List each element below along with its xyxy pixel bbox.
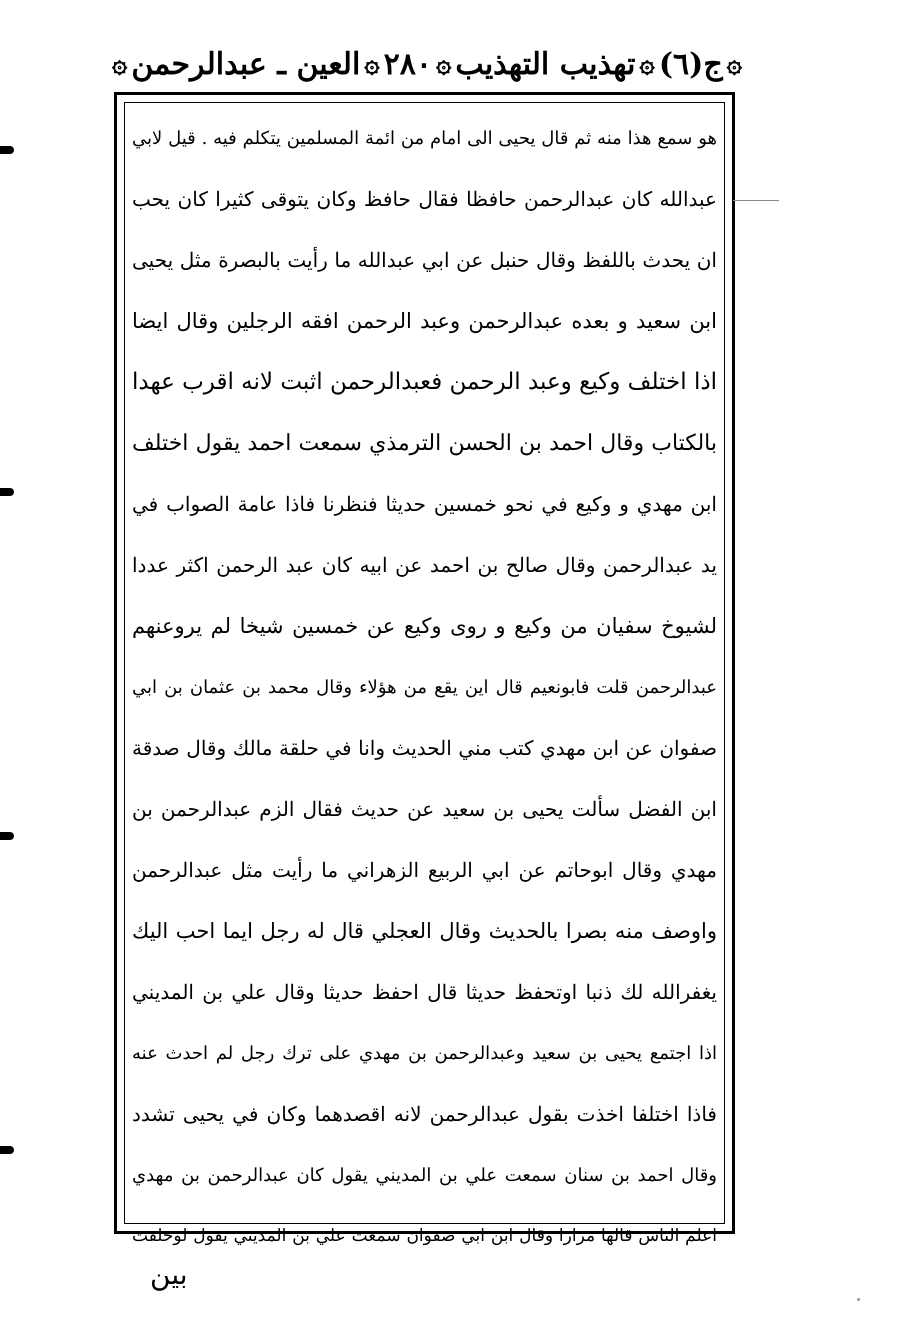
binding-mark xyxy=(0,1146,14,1154)
text-line: ان يحدث باللفظ وقال حنبل عن ابي عبدالله ما رأيت بالبصرة مثل يحيى xyxy=(132,248,717,272)
page-number: ٢٨٠ xyxy=(383,46,432,82)
section-title: العين ـ عبدالرحمن xyxy=(131,46,361,82)
volume-label: ج(٦) xyxy=(658,46,723,82)
text-line: يغفرالله لك ذنبا اوتحفظ حديثا قال احفظ حديثا وقال علي بن المديني xyxy=(132,980,717,1004)
text-line: ابن مهدي و وكيع في نحو خمسين حديثا فنظرنا فاذا عامة الصواب في xyxy=(132,492,717,516)
text-line: واوصف منه بصرا بالحديث وقال العجلي قال له رجل ايما احب اليك xyxy=(132,919,717,943)
running-header xyxy=(112,40,742,88)
text-line: اعلم الناس قالها مرارا وقال ابن ابي صفوان سمعت علي بن المديني يقول لوحلفت xyxy=(132,1226,717,1246)
page-body xyxy=(132,108,717,1267)
text-line: مهدي وقال ابوحاتم عن ابي الربيع الزهراني ما رأيت مثل عبدالرحمن xyxy=(132,858,717,882)
binding-mark xyxy=(0,832,14,840)
ornament-icon: ۞ xyxy=(436,49,452,79)
text-line: بالكتاب وقال احمد بن الحسن الترمذي سمعت احمد يقول اختلف xyxy=(132,431,717,456)
text-line: يد عبدالرحمن وقال صالح بن احمد عن ابيه كان عبد الرحمن اكثر عددا xyxy=(132,553,717,577)
text-line: اذا اجتمع يحيى بن سعيد وعبدالرحمن بن مهدي على ترك رجل لم احدث عنه xyxy=(132,1043,717,1064)
binding-mark xyxy=(0,488,14,496)
text-line: لشيوخ سفيان من وكيع و روى وكيع عن خمسين شيخا لم يروعنهم xyxy=(132,614,717,638)
text-line: اذا اختلف وكيع وعبد الرحمن فعبدالرحمن اثبت لانه اقرب عهدا xyxy=(132,369,717,395)
ornament-icon: ۞ xyxy=(364,49,380,79)
text-line: فاذا اختلفا اخذت بقول عبدالرحمن لانه اقصدهما وكان في يحيى تشدد xyxy=(132,1102,717,1126)
ornament-icon: ۞ xyxy=(639,49,655,79)
text-line: عبدالرحمن قلت فابونعيم قال اين يقع من هؤلاء وقال محمد بن عثمان بن ابي xyxy=(132,677,717,698)
text-line: صفوان عن ابن مهدي كتب مني الحديث وانا في حلقة مالك وقال صدقة xyxy=(132,736,717,760)
ornament-icon: ۞ xyxy=(726,49,742,79)
text-line: ابن الفضل سألت يحيى بن سعيد عن حديث فقال الزم عبدالرحمن بن xyxy=(132,797,717,821)
text-line: وقال احمد بن سنان سمعت علي بن المديني يقول كان عبدالرحمن بن مهدي xyxy=(132,1165,717,1186)
binding-mark xyxy=(0,146,14,154)
catchword: بين xyxy=(150,1258,188,1291)
text-line: عبدالله كان عبدالرحمن حافظا فقال حافظ وكان يتوقى كثيرا كان يحب xyxy=(132,187,717,211)
margin-rule xyxy=(733,200,779,201)
book-title: تهذيب التهذيب xyxy=(455,46,636,82)
text-line: هو سمع هذا منه ثم قال يحيى الى امام من ائمة المسلمين يتكلم فيه . قيل لابي xyxy=(132,128,717,149)
ornament-icon: ۞ xyxy=(112,49,128,79)
speck xyxy=(857,1298,860,1301)
text-line: ابن سعيد و بعده عبدالرحمن وعبد الرحمن افقه الرجلين وقال ايضا xyxy=(132,309,717,333)
